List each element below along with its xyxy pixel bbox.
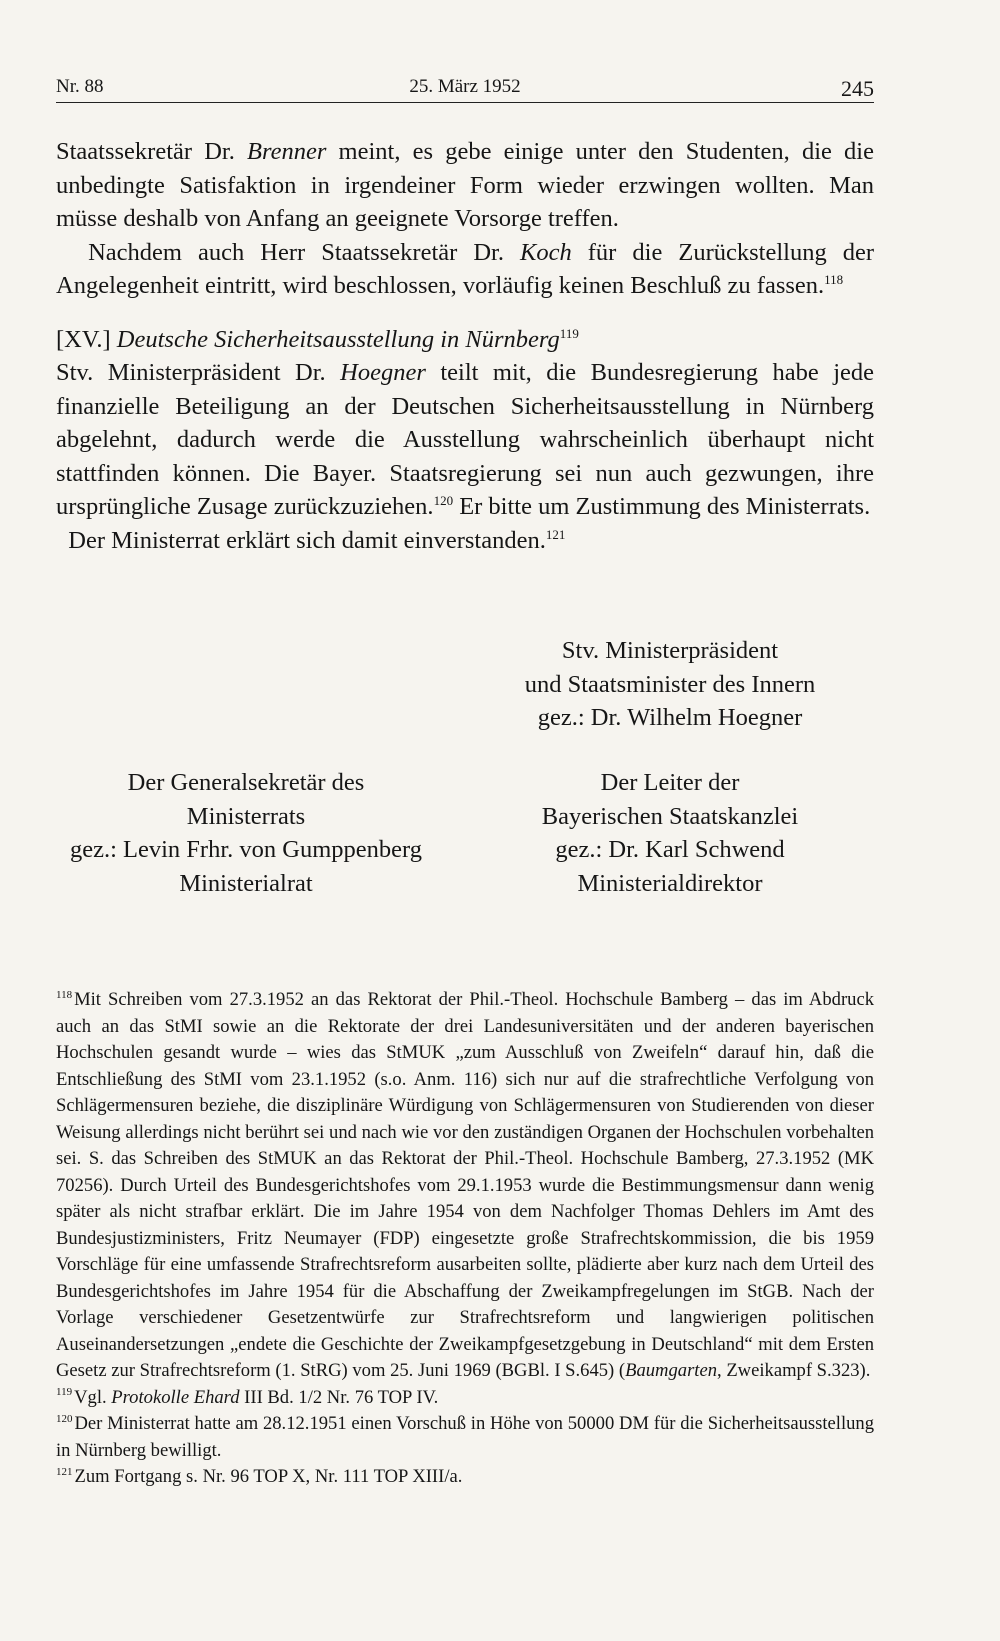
- signature-line: gez.: Dr. Wilhelm Hoegner: [537, 704, 803, 731]
- footnote-text: Mit Schreiben vom 27.3.1952 an das Rektorat der Phil.-Theol. Hochschule Bamberg – das im Abdruck auch an das StMI sowie an die Rektorate der drei Landesuniversitäten und der anderen bayerischen Hochschulen gesandt wurde – wies das StMUK „zum Ausschluß von Zweifeln“ darauf hin, daß die Entschließung des StMI vom 23.1.1952 (s.o. Anm. 116) sich nur auf die strafrechtliche Verfolgung von Schlägermensuren beziehe, die disziplinäre Würdigung von Schlägermensuren von Studierenden von dieser Weisung allerdings nicht berührt sei und nach wie vor den zuständigen Organen der Hochschulen vorbehalten sei. S. das Schreiben des StMUK an das Rektorat der Phil.-Theol. Hochschule Bamberg, 27.3.1952 (MK 70256). Durch Urteil des Bundesgerichtshofes vom 29.1.1953 wurde die Bestimmungsmensur dann wenig später als nicht strafbar erklärt. Die im Jahre 1954 von dem Nachfolger Thomas Dehlers im Amt des Bundesjustizministers, Fritz Neumayer (FDP) eingesetzte große Strafrechtskommission, die bis 1959 Vorschläge für eine umfassende Strafrechtsreform ausarbeiten sollte, plädierte aber kurz nach dem Urteil des Bundesgerichtshofes im Jahre 1954 für die Abschaffung der Zweikampfregelungen im StGB. Nach der Vorlage verschiedener Gesetzentwürfe zur Strafrechtsreform und langwierigen politischen Auseinandersetzungen „endete die Geschichte der Zweikampfgesetzgebung in Deutschland“ mit dem Ersten Gesetz zur Strafrechtsreform (1. StRG) vom 25. Juni 1969 (BGBl. I S.645) (: [56, 989, 874, 1381]
- footnote-text: Vgl.: [74, 1386, 112, 1408]
- text-run: Dr.: [295, 359, 341, 386]
- footnote-number: 119: [56, 1386, 73, 1399]
- text-run: Staatssekretär: [56, 138, 205, 165]
- text-run: für die Zurückstellung der Angelegenheit eintritt, wird beschlossen, vorläufig keinen Beschluß zu fassen.: [56, 238, 875, 299]
- text-run: Der Ministerrat erklärt sich damit einverstanden.: [68, 526, 546, 554]
- footnote-ref-118: 118: [824, 271, 844, 287]
- signature-line: Ministerrats: [186, 802, 306, 830]
- footnote-number: 121: [56, 1465, 73, 1478]
- signature-schwend: [480, 766, 860, 900]
- text-run: Dr.: [204, 138, 248, 165]
- signature-line: und Staatsminister des Innern: [524, 670, 816, 698]
- signature-line: gez.: Dr. Karl Schwend: [555, 836, 785, 863]
- agenda-item-number: [XV.]: [56, 325, 117, 353]
- footnote-ref-121: 121: [545, 526, 566, 542]
- name-hoegner: Hoegner: [340, 359, 426, 386]
- footnote-text: , Zweikampf S.323).: [717, 1360, 871, 1381]
- footnote-number: 118: [56, 988, 73, 1001]
- signature-line: gez.: Levin Frhr. von Gumppenberg: [69, 836, 422, 863]
- text-run: meint, es gebe einige unter den Studenten, die die unbedingte Satisfaktion in irgendeiner Form wieder erzwingen wollten. Man müsse deshalb von Anfang an geeignete Vorsorge treffen.: [56, 138, 874, 232]
- signature-line: Ministerialrat: [179, 869, 313, 897]
- footnote-120: [56, 1411, 874, 1464]
- footnote-121: [56, 1464, 874, 1491]
- header-date: 25. März 1952: [409, 76, 521, 97]
- text-run: Nachdem auch Herr Staatssekretär: [88, 238, 474, 266]
- signature-hoegner: [480, 634, 860, 735]
- signature-line: Stv. Ministerpräsident: [561, 637, 779, 664]
- header-page-number: 245: [841, 76, 874, 101]
- author-baumgarten: Baumgarten: [625, 1360, 718, 1381]
- footnote-text: III Bd. 1/2 Nr. 76 TOP IV.: [239, 1386, 439, 1408]
- signature-line: Der Generalsekretär des: [127, 769, 365, 796]
- footnote-text: Zum Fortgang s. Nr. 96 TOP X, Nr. 111 TOP XIII/a.: [74, 1466, 463, 1487]
- name-koch: Koch: [520, 238, 572, 266]
- signature-line: Bayerischen Staatskanzlei: [541, 802, 799, 830]
- agenda-item-heading: [56, 323, 874, 357]
- text-run: teilt mit, die Bundesregierung habe jede finanzielle Beteiligung an der Deutschen Sicherheitsausstellung in Nürnberg abgelehnt, dadurch werde die Ausstellung wahrscheinlich überhaupt nicht stattfinden können. Die Bayer. Staatsregierung sei nun auch gezwungen, ihre ursprüngliche Zusage zurückzuziehen.: [56, 359, 875, 520]
- footnote-number: 120: [56, 1412, 73, 1425]
- footnote-118: [56, 987, 874, 1385]
- name-brenner: Brenner: [247, 138, 327, 165]
- footnote-119: [56, 1385, 874, 1412]
- footnotes: [56, 987, 874, 1491]
- agenda-item-title: Deutsche Sicherheitsausstellung in Nürnberg: [116, 325, 560, 353]
- signature-line: Ministerialdirektor: [577, 869, 763, 897]
- text-run: Stv. Ministerpräsident: [56, 359, 296, 386]
- paragraph-resolution: [56, 524, 874, 558]
- paragraph-koch: [56, 236, 874, 303]
- header-document-number: Nr. 88: [56, 76, 104, 97]
- running-header: [56, 74, 874, 103]
- signature-line: Der Leiter der: [600, 769, 740, 796]
- paragraph-brenner: [56, 135, 874, 236]
- paragraph-hoegner: [56, 356, 874, 524]
- source-protokolle-ehard: Protokolle Ehard: [111, 1386, 240, 1408]
- footnote-ref-120: 120: [433, 492, 454, 508]
- text-run: Dr.: [473, 238, 521, 266]
- footnote-ref-119: 119: [559, 325, 579, 341]
- signature-gumppenberg: [56, 766, 436, 900]
- footnote-text: Der Ministerrat hatte am 28.12.1951 einen Vorschuß in Höhe von 50000 DM für die Sicherheitsausstellung in Nürnberg bewilligt.: [56, 1413, 874, 1461]
- text-run: Er bitte um Zustimmung des Ministerrats.: [453, 493, 871, 520]
- main-text: [56, 135, 874, 557]
